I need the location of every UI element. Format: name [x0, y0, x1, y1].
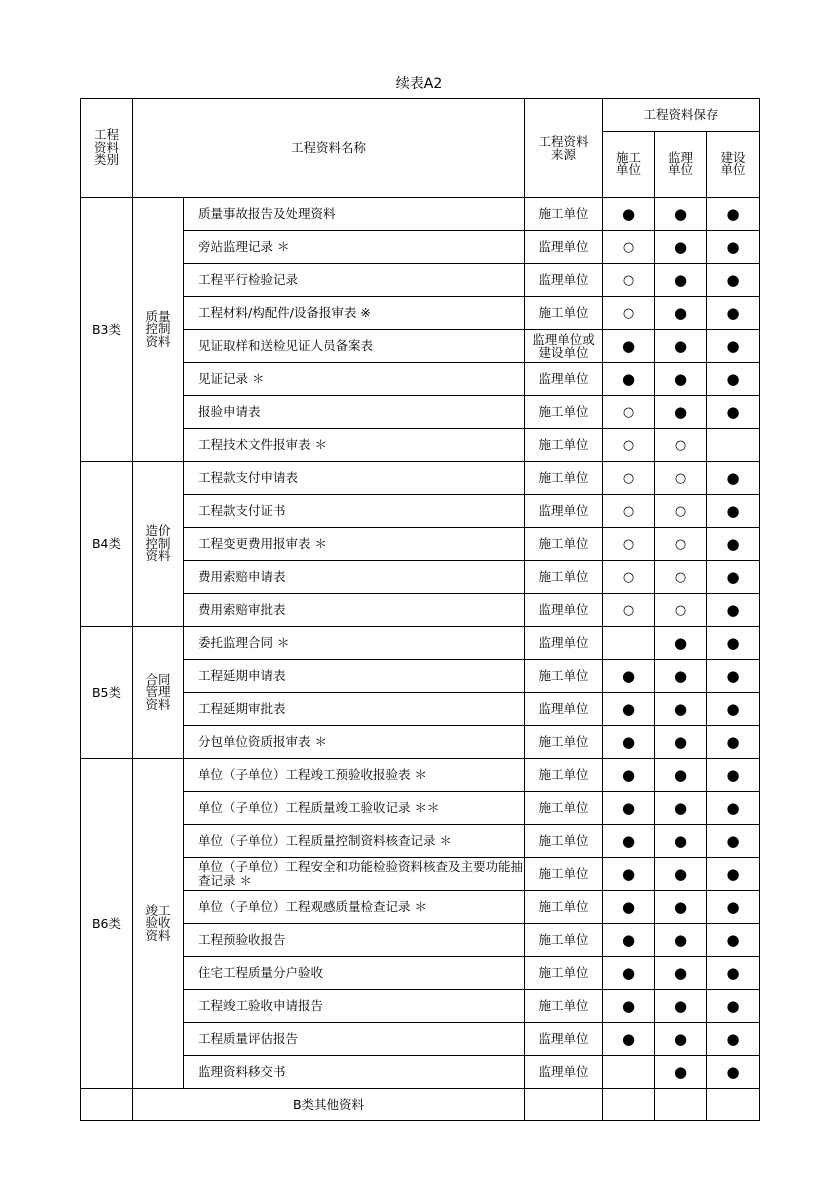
- storage-owner-mark: ●: [707, 1023, 760, 1056]
- document-source: 监理单位: [525, 231, 603, 264]
- document-name: 工程质量评估报告: [184, 1023, 525, 1056]
- document-source: 监理单位: [525, 1056, 603, 1089]
- header-storage-supervision: 监理单位: [655, 132, 707, 198]
- table-title: 续表A2: [395, 76, 443, 92]
- document-source: 监理单位: [525, 495, 603, 528]
- header-category: 工程资料类别: [81, 99, 133, 198]
- storage-supervision-mark: ●: [655, 396, 707, 429]
- document-name: 工程款支付证书: [184, 495, 525, 528]
- document-name: 单位（子单位）工程竣工预验收报验表 ＊: [184, 759, 525, 792]
- category-code: B3类: [81, 198, 133, 462]
- storage-owner-mark: ●: [707, 363, 760, 396]
- storage-owner-mark: ●: [707, 231, 760, 264]
- document-source: 监理单位: [525, 594, 603, 627]
- table-row: [81, 627, 760, 660]
- storage-supervision-mark: ●: [655, 264, 707, 297]
- document-name: 费用索赔审批表: [184, 594, 525, 627]
- storage-construction-mark: ○: [603, 231, 655, 264]
- document-source: 施工单位: [525, 990, 603, 1023]
- document-name: 质量事故报告及处理资料: [184, 198, 525, 231]
- storage-construction-mark: ○: [603, 462, 655, 495]
- header-name: 工程资料名称: [133, 99, 525, 198]
- document-source: 施工单位: [525, 297, 603, 330]
- storage-supervision-mark: ●: [655, 1056, 707, 1089]
- category-subgroup: 造价控制资料: [133, 462, 184, 627]
- storage-supervision-mark: ●: [655, 198, 707, 231]
- table-row: [81, 759, 760, 792]
- document-name: 单位（子单位）工程质量控制资料核查记录 ＊: [184, 825, 525, 858]
- storage-owner-mark: ●: [707, 594, 760, 627]
- document-name: 分包单位资质报审表 ＊: [184, 726, 525, 759]
- document-source: 施工单位: [525, 858, 603, 891]
- header-storage-owner: 建设单位: [707, 132, 760, 198]
- category-subgroup: 竣工验收资料: [133, 759, 184, 1089]
- footer-label: B类其他资料: [133, 1089, 525, 1121]
- storage-supervision-mark: ○: [655, 528, 707, 561]
- storage-supervision-mark: ○: [655, 594, 707, 627]
- document-source: 施工单位: [525, 759, 603, 792]
- header-storage-construction: 施工单位: [603, 132, 655, 198]
- storage-construction-mark: ○: [603, 594, 655, 627]
- storage-supervision-mark: ●: [655, 858, 707, 891]
- storage-owner-mark: ●: [707, 891, 760, 924]
- document-name: 工程延期审批表: [184, 693, 525, 726]
- header-source: 工程资料来源: [525, 99, 603, 198]
- table-row: [81, 462, 760, 495]
- storage-owner-mark: ●: [707, 198, 760, 231]
- storage-supervision-mark: ●: [655, 726, 707, 759]
- storage-owner-mark: ●: [707, 792, 760, 825]
- document-name: 监理资料移交书: [184, 1056, 525, 1089]
- storage-supervision-mark: ●: [655, 330, 707, 363]
- storage-construction-mark: ●: [603, 330, 655, 363]
- storage-construction-mark: ●: [603, 198, 655, 231]
- storage-owner-mark: ●: [707, 396, 760, 429]
- document-source: 施工单位: [525, 396, 603, 429]
- storage-construction-mark: ●: [603, 1023, 655, 1056]
- document-name: 委托监理合同 ＊: [184, 627, 525, 660]
- table-row: [81, 198, 760, 231]
- document-name: 工程变更费用报审表 ＊: [184, 528, 525, 561]
- header-storage: 工程资料保存: [603, 99, 760, 132]
- storage-supervision-mark: ●: [655, 297, 707, 330]
- storage-construction-mark: ●: [603, 957, 655, 990]
- storage-owner-mark: ●: [707, 528, 760, 561]
- storage-construction-mark: ●: [603, 825, 655, 858]
- storage-supervision-mark: ●: [655, 825, 707, 858]
- storage-construction-mark: ○: [603, 561, 655, 594]
- storage-owner-mark: ●: [707, 561, 760, 594]
- storage-supervision-mark: ○: [655, 462, 707, 495]
- footer-empty-cell: [603, 1089, 655, 1121]
- document-name: 旁站监理记录 ＊: [184, 231, 525, 264]
- storage-construction-mark: ●: [603, 792, 655, 825]
- document-source: 监理单位: [525, 264, 603, 297]
- storage-supervision-mark: ●: [655, 792, 707, 825]
- footer-empty-cell: [81, 1089, 133, 1121]
- document-source: 施工单位: [525, 561, 603, 594]
- category-code: B4类: [81, 462, 133, 627]
- storage-supervision-mark: ●: [655, 924, 707, 957]
- storage-owner-mark: ●: [707, 957, 760, 990]
- storage-owner-mark: ●: [707, 462, 760, 495]
- storage-supervision-mark: ●: [655, 957, 707, 990]
- document-source: 监理单位: [525, 1023, 603, 1056]
- storage-construction-mark: ●: [603, 990, 655, 1023]
- storage-construction-mark: ●: [603, 858, 655, 891]
- document-name: 工程延期申请表: [184, 660, 525, 693]
- document-source: 施工单位: [525, 462, 603, 495]
- storage-supervision-mark: ●: [655, 990, 707, 1023]
- document-name: 单位（子单位）工程质量竣工验收记录 ＊＊: [184, 792, 525, 825]
- document-source: 监理单位: [525, 693, 603, 726]
- document-source: 施工单位: [525, 528, 603, 561]
- storage-supervision-mark: ●: [655, 363, 707, 396]
- document-source: 施工单位: [525, 924, 603, 957]
- document-name: 工程材料/构配件/设备报审表 ※: [184, 297, 525, 330]
- storage-owner-mark: ●: [707, 693, 760, 726]
- storage-owner-mark: ●: [707, 924, 760, 957]
- storage-construction-mark: ●: [603, 363, 655, 396]
- storage-owner-mark: ●: [707, 495, 760, 528]
- storage-supervision-mark: ●: [655, 1023, 707, 1056]
- storage-construction-mark: ●: [603, 693, 655, 726]
- storage-construction-mark: ○: [603, 297, 655, 330]
- storage-supervision-mark: ●: [655, 759, 707, 792]
- storage-construction-mark: ○: [603, 429, 655, 462]
- document-source: 监理单位: [525, 627, 603, 660]
- category-code: B6类: [81, 759, 133, 1089]
- document-name: 住宅工程质量分户验收: [184, 957, 525, 990]
- document-name: 单位（子单位）工程安全和功能检验资料核查及主要功能抽查记录 ＊: [184, 858, 525, 891]
- document-name: 工程技术文件报审表 ＊: [184, 429, 525, 462]
- footer-empty-cell: [655, 1089, 707, 1121]
- footer-empty-cell: [525, 1089, 603, 1121]
- category-code: B5类: [81, 627, 133, 759]
- storage-owner-mark: ●: [707, 330, 760, 363]
- document-source: 监理单位: [525, 363, 603, 396]
- storage-construction-mark: ●: [603, 924, 655, 957]
- document-name: 工程预验收报告: [184, 924, 525, 957]
- storage-supervision-mark: ●: [655, 231, 707, 264]
- storage-owner-mark: [707, 429, 760, 462]
- document-name: 工程竣工验收申请报告: [184, 990, 525, 1023]
- storage-owner-mark: ●: [707, 759, 760, 792]
- document-name: 工程平行检验记录: [184, 264, 525, 297]
- document-source: 监理单位或建设单位: [525, 330, 603, 363]
- storage-construction-mark: ●: [603, 891, 655, 924]
- document-name: 见证记录 ＊: [184, 363, 525, 396]
- storage-construction-mark: [603, 1056, 655, 1089]
- storage-owner-mark: ●: [707, 1056, 760, 1089]
- storage-construction-mark: ○: [603, 495, 655, 528]
- category-subgroup: 合同管理资料: [133, 627, 184, 759]
- document-name: 见证取样和送检见证人员备案表: [184, 330, 525, 363]
- storage-owner-mark: ●: [707, 297, 760, 330]
- document-source: 施工单位: [525, 891, 603, 924]
- storage-supervision-mark: ○: [655, 561, 707, 594]
- storage-owner-mark: ●: [707, 858, 760, 891]
- document-source: 施工单位: [525, 726, 603, 759]
- document-source: 施工单位: [525, 660, 603, 693]
- storage-construction-mark: ○: [603, 264, 655, 297]
- document-source: 施工单位: [525, 957, 603, 990]
- storage-owner-mark: ●: [707, 825, 760, 858]
- document-name: 报验申请表: [184, 396, 525, 429]
- document-name: 工程款支付申请表: [184, 462, 525, 495]
- storage-supervision-mark: ●: [655, 627, 707, 660]
- document-source: 施工单位: [525, 792, 603, 825]
- archive-table: [80, 98, 760, 1121]
- storage-construction-mark: ●: [603, 759, 655, 792]
- footer-row: [81, 1089, 760, 1121]
- storage-owner-mark: ●: [707, 990, 760, 1023]
- storage-construction-mark: ○: [603, 528, 655, 561]
- document-source: 施工单位: [525, 198, 603, 231]
- document-name: 费用索赔申请表: [184, 561, 525, 594]
- storage-construction-mark: ●: [603, 726, 655, 759]
- storage-owner-mark: ●: [707, 627, 760, 660]
- storage-supervision-mark: ●: [655, 660, 707, 693]
- storage-owner-mark: ●: [707, 726, 760, 759]
- storage-owner-mark: ●: [707, 264, 760, 297]
- document-name: 单位（子单位）工程观感质量检查记录 ＊: [184, 891, 525, 924]
- category-subgroup: 质量控制资料: [133, 198, 184, 462]
- storage-construction-mark: ○: [603, 396, 655, 429]
- document-source: 施工单位: [525, 825, 603, 858]
- storage-supervision-mark: ●: [655, 891, 707, 924]
- storage-owner-mark: ●: [707, 660, 760, 693]
- document-source: 施工单位: [525, 429, 603, 462]
- storage-supervision-mark: ○: [655, 495, 707, 528]
- storage-construction-mark: [603, 627, 655, 660]
- storage-construction-mark: ●: [603, 660, 655, 693]
- storage-supervision-mark: ○: [655, 429, 707, 462]
- footer-empty-cell: [707, 1089, 760, 1121]
- storage-supervision-mark: ●: [655, 693, 707, 726]
